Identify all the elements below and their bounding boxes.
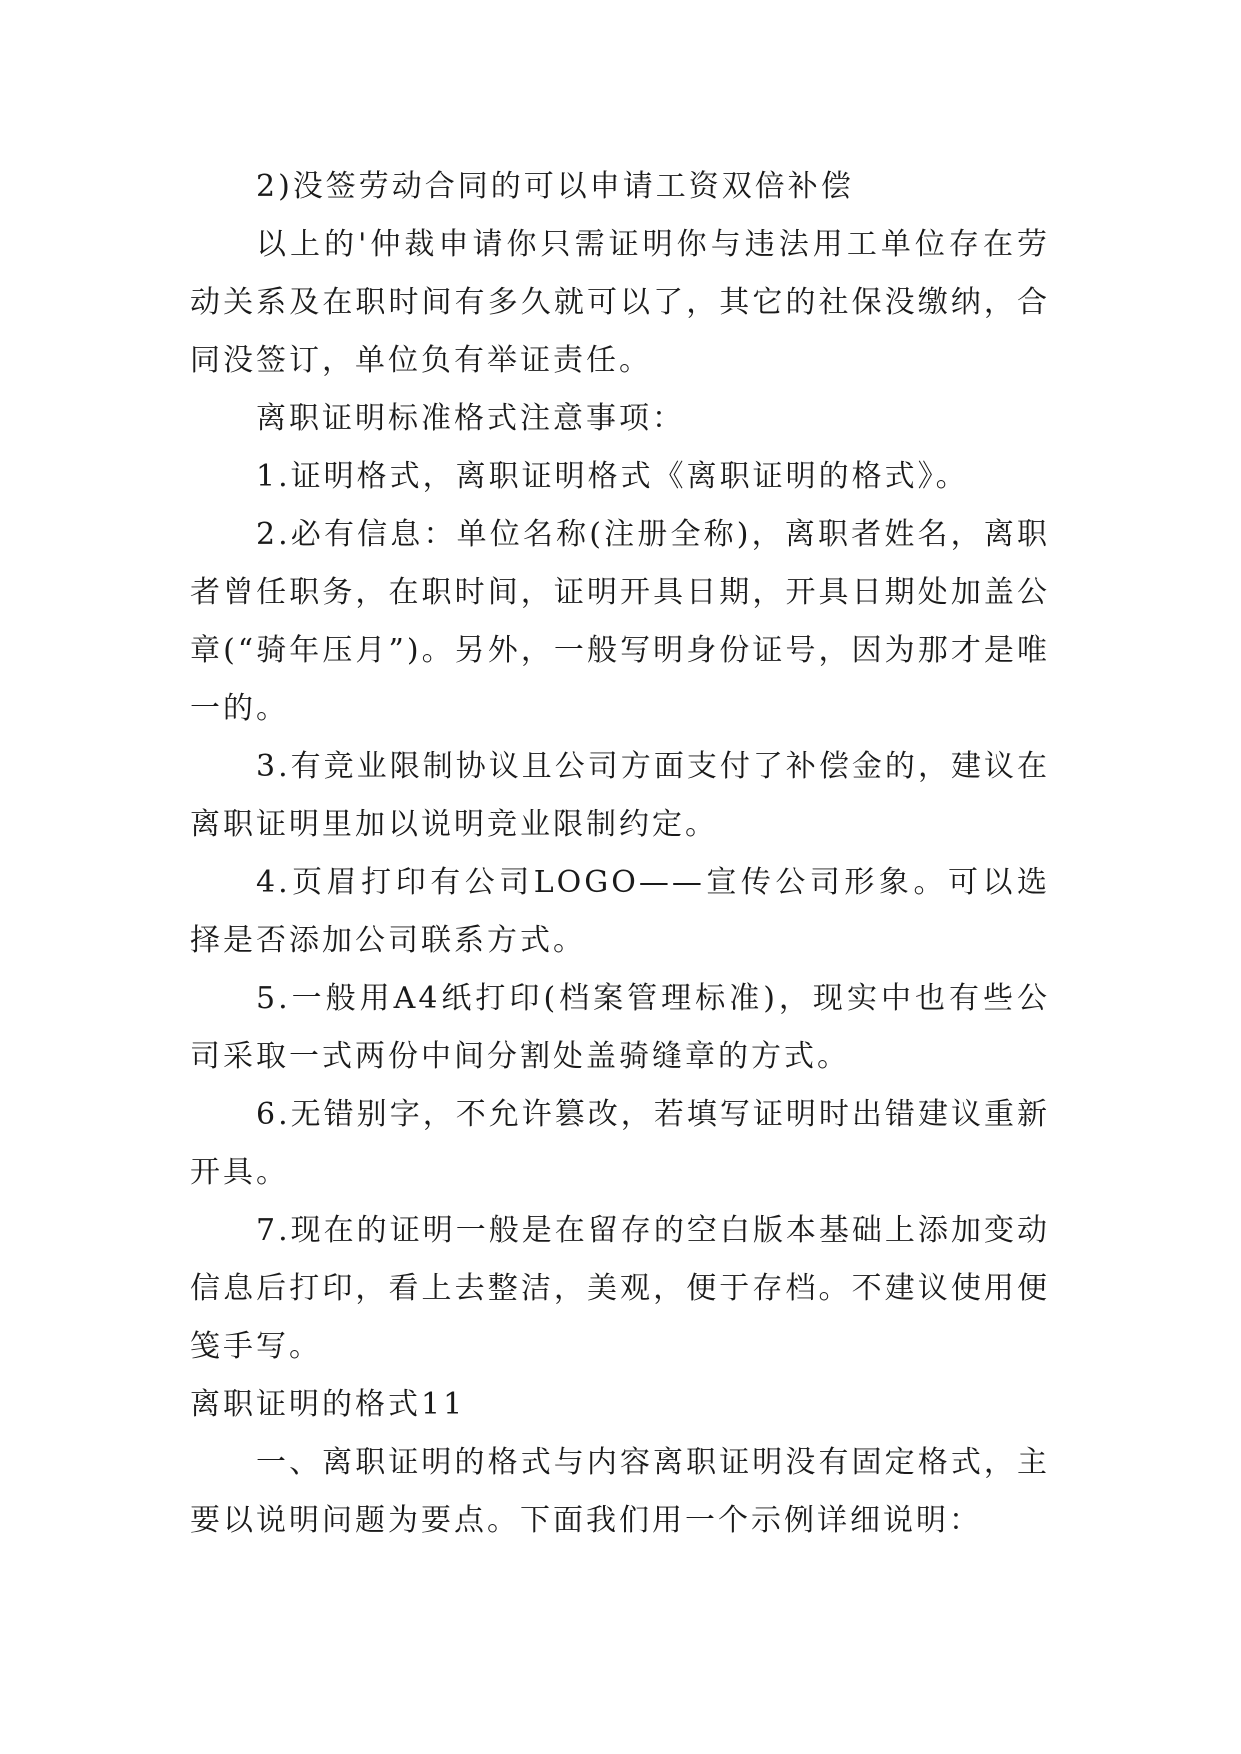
paragraph-item-7: 7.现在的证明一般是在留存的空白版本基础上添加变动信息后打印，看上去整洁，美观，便于存档。不建议使用便笺手写。 [190,1213,1050,1364]
paragraph-item-2: 2.必有信息：单位名称(注册全称)，离职者姓名，离职者曾任职务，在职时间，证明开具日期，开具日期处加盖公章(“骑年压月”)。另外，一般写明身份证号，因为那才是唯一的。 [190,517,1050,726]
section-heading: 离职证明的格式11 [190,1387,466,1422]
paragraph-item-3: 3.有竞业限制协议且公司方面支付了补偿金的，建议在离职证明里加以说明竞业限制约定。 [190,749,1050,842]
paragraph-notes-title: 离职证明标准格式注意事项： [256,401,685,436]
paragraph-item-1: 1.证明格式，离职证明格式《离职证明的格式》。 [256,459,969,494]
paragraph-item-4: 4.页眉打印有公司LOGO——宣传公司形象。可以选择是否添加公司联系方式。 [190,865,1050,958]
document-body [190,158,1050,1550]
paragraph-double-wage: 2)没签劳动合同的可以申请工资双倍补偿 [256,169,854,204]
paragraph-item-5: 5.一般用A4纸打印(档案管理标准)，现实中也有些公司采取一式两份中间分割处盖骑缝章的方式。 [190,981,1050,1074]
paragraph-arbitration: 以上的'仲裁申请你只需证明你与违法用工单位存在劳动关系及在职时间有多久就可以了，其它的社保没缴纳，合同没签订，单位负有举证责任。 [190,227,1050,378]
paragraph-item-6: 6.无错别字，不允许篡改，若填写证明时出错建议重新开具。 [190,1097,1050,1190]
paragraph-section-intro: 一、离职证明的格式与内容离职证明没有固定格式，主要以说明问题为要点。下面我们用一个示例详细说明： [190,1445,1050,1538]
